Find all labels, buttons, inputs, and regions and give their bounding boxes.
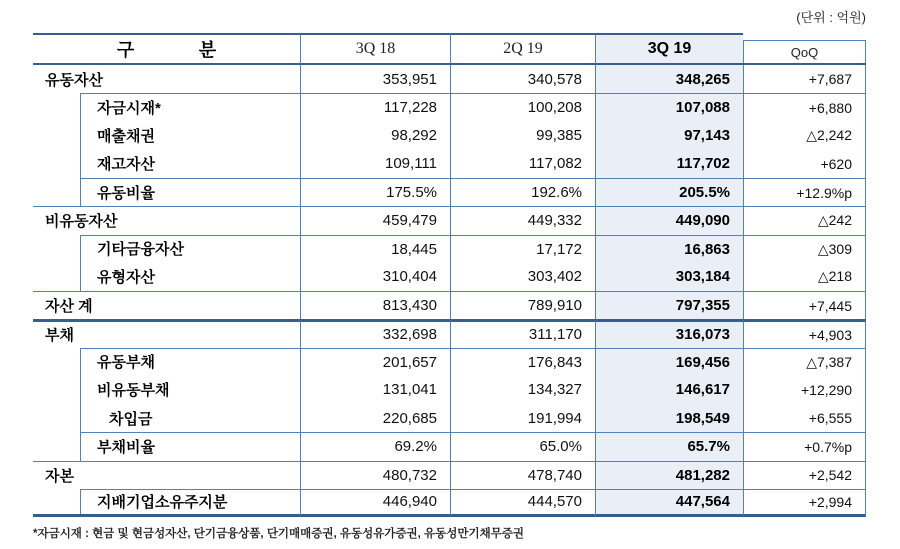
row-label: 유형자산 [33, 263, 300, 291]
value-qoq: +4,903 [743, 319, 866, 347]
value-3q19: 481,282 [595, 461, 743, 489]
value-2q19: 100,208 [450, 93, 595, 121]
value-3q19: 348,265 [595, 65, 743, 93]
row-label: 유동부채 [33, 348, 300, 376]
value-3q19: 198,549 [595, 404, 743, 432]
row-label: 부채 [33, 319, 300, 347]
table-row [33, 404, 866, 432]
value-qoq: +6,555 [743, 404, 866, 432]
row-label: 자본 [33, 461, 300, 489]
table-header-row [33, 33, 866, 65]
value-3q18: 353,951 [300, 65, 450, 93]
value-3q19: 797,355 [595, 291, 743, 319]
value-3q19: 117,702 [595, 150, 743, 178]
table-row [33, 376, 866, 404]
value-2q19: 65.0% [450, 432, 595, 460]
unit-note: (단위 : 억원) [796, 10, 866, 25]
header-2q19: 2Q 19 [450, 33, 595, 65]
value-qoq: △242 [743, 206, 866, 234]
header-qoq: QoQ [743, 40, 866, 63]
row-label: 자금시재* [33, 93, 300, 121]
row-label: 기타금융자산 [33, 235, 300, 263]
value-qoq: +12.9%p [743, 178, 866, 206]
value-3q18: 813,430 [300, 291, 450, 319]
value-qoq: +620 [743, 150, 866, 178]
row-label: 재고자산 [33, 150, 300, 178]
table-row [33, 65, 866, 93]
value-2q19: 340,578 [450, 65, 595, 93]
value-2q19: 478,740 [450, 461, 595, 489]
row-label: 부채비율 [33, 432, 300, 460]
row-label: 차입금 [33, 404, 300, 432]
row-label: 자산 계 [33, 291, 300, 319]
table-row [33, 206, 866, 234]
value-qoq: +6,880 [743, 93, 866, 121]
value-3q18: 201,657 [300, 348, 450, 376]
value-3q18: 131,041 [300, 376, 450, 404]
value-3q19: 16,863 [595, 235, 743, 263]
row-label: 유동비율 [33, 178, 300, 206]
header-3q18: 3Q 18 [300, 33, 450, 65]
value-qoq: +7,687 [743, 65, 866, 93]
row-label: 비유동부채 [33, 376, 300, 404]
value-3q18: 446,940 [300, 489, 450, 517]
value-3q18: 117,228 [300, 93, 450, 121]
table-row [33, 319, 866, 347]
footnote: *자금시재 : 현금 및 현금성자산, 단기금융상품, 단기매매증권, 유동성유가증권, 유동성만기채무증권 [33, 528, 525, 540]
value-3q19: 107,088 [595, 93, 743, 121]
value-2q19: 117,082 [450, 150, 595, 178]
value-3q19: 316,073 [595, 319, 743, 347]
balance-sheet-table [33, 33, 866, 517]
table-row [33, 263, 866, 291]
value-2q19: 192.6% [450, 178, 595, 206]
value-2q19: 303,402 [450, 263, 595, 291]
table-row [33, 235, 866, 263]
value-qoq: +7,445 [743, 291, 866, 319]
value-2q19: 191,994 [450, 404, 595, 432]
value-qoq: △218 [743, 263, 866, 291]
value-2q19: 449,332 [450, 206, 595, 234]
value-2q19: 176,843 [450, 348, 595, 376]
value-qoq: +2,542 [743, 461, 866, 489]
value-3q18: 459,479 [300, 206, 450, 234]
header-3q19: 3Q 19 [595, 33, 743, 65]
value-qoq: +12,290 [743, 376, 866, 404]
value-3q18: 18,445 [300, 235, 450, 263]
value-3q18: 98,292 [300, 122, 450, 150]
table-row [33, 348, 866, 376]
value-3q19: 146,617 [595, 376, 743, 404]
row-label: 유동자산 [45, 71, 103, 89]
value-qoq: △7,387 [743, 348, 866, 376]
value-3q18: 109,111 [300, 150, 450, 178]
header-category: 구 분 [33, 33, 300, 65]
value-qoq: △309 [743, 235, 866, 263]
value-qoq: +0.7%p [743, 432, 866, 460]
table-row [33, 122, 866, 150]
table-row [33, 150, 866, 178]
value-2q19: 134,327 [450, 376, 595, 404]
value-3q18: 480,732 [300, 461, 450, 489]
row-label: 매출채권 [33, 122, 300, 150]
value-3q19: 447,564 [595, 489, 743, 517]
value-3q18: 69.2% [300, 432, 450, 460]
value-3q18: 175.5% [300, 178, 450, 206]
table-row [33, 432, 866, 460]
table-row [33, 93, 866, 121]
value-3q19: 303,184 [595, 263, 743, 291]
value-3q19: 449,090 [595, 206, 743, 234]
table-row [33, 489, 866, 517]
value-3q19: 169,456 [595, 348, 743, 376]
value-3q18: 310,404 [300, 263, 450, 291]
table-row [33, 461, 866, 489]
value-2q19: 789,910 [450, 291, 595, 319]
row-label: 비유동자산 [33, 206, 300, 234]
value-2q19: 311,170 [450, 319, 595, 347]
value-qoq: +2,994 [743, 489, 866, 517]
table-body [33, 65, 866, 517]
value-2q19: 17,172 [450, 235, 595, 263]
value-3q19: 205.5% [595, 178, 743, 206]
value-3q18: 332,698 [300, 319, 450, 347]
value-2q19: 99,385 [450, 122, 595, 150]
header-qoq-cell [743, 33, 866, 65]
value-3q19: 65.7% [595, 432, 743, 460]
table-row [33, 178, 866, 206]
table-row [33, 291, 866, 319]
row-label: 지배기업소유주지분 [33, 489, 300, 517]
value-3q19: 97,143 [595, 122, 743, 150]
value-qoq: △2,242 [743, 122, 866, 150]
value-3q18: 220,685 [300, 404, 450, 432]
value-2q19: 444,570 [450, 489, 595, 517]
